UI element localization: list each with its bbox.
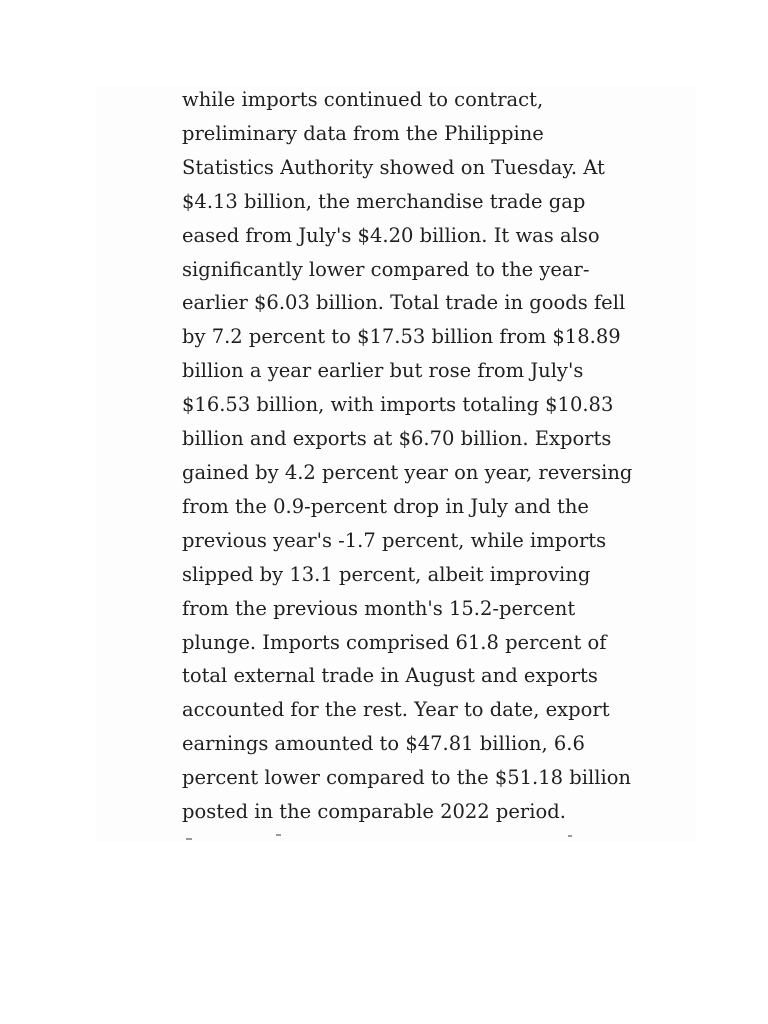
text-fragment bbox=[186, 838, 192, 840]
article-line: earlier $6.03 billion. Total trade in goods fell bbox=[182, 291, 626, 315]
article-line: $16.53 billion, with imports totaling $10.83 bbox=[182, 393, 614, 417]
article-line: posted in the comparable 2022 period. bbox=[182, 800, 566, 824]
article-line: slipped by 13.1 percent, albeit improving bbox=[182, 562, 591, 586]
article-line: earnings amounted to $47.81 billion, 6.6 bbox=[182, 732, 585, 756]
article-line: significantly lower compared to the year- bbox=[182, 257, 590, 281]
article-line: percent lower compared to the $51.18 billion bbox=[182, 766, 631, 790]
article-line: $4.13 billion, the merchandise trade gap bbox=[182, 189, 586, 213]
article-line: while imports continued to contract, bbox=[182, 88, 544, 111]
article-body bbox=[182, 83, 652, 829]
text-fragment bbox=[276, 834, 281, 836]
article-line: gained by 4.2 percent year on year, reversing bbox=[182, 460, 633, 484]
article-line: preliminary data from the Philippine bbox=[182, 121, 544, 145]
article-line: plunge. Imports comprised 61.8 percent of bbox=[182, 630, 607, 654]
article-line: accounted for the rest. Year to date, export bbox=[182, 698, 610, 722]
article-line: total external trade in August and exports bbox=[182, 664, 598, 688]
article-line: from the 0.9-percent drop in July and the bbox=[182, 494, 589, 518]
truncated-next-line bbox=[182, 832, 602, 841]
article-line: by 7.2 percent to $17.53 billion from $18.89 bbox=[182, 325, 621, 349]
article-line: billion and exports at $6.70 billion. Exports bbox=[182, 427, 612, 451]
article-line: billion a year earlier but rose from July's bbox=[182, 359, 584, 383]
article-line: previous year's -1.7 percent, while imports bbox=[182, 528, 607, 552]
text-fragment bbox=[568, 835, 572, 837]
article-line: from the previous month's 15.2-percent bbox=[182, 596, 576, 620]
article-line: eased from July's $4.20 billion. It was also bbox=[182, 223, 600, 247]
article-line: Statistics Authority showed on Tuesday. At bbox=[182, 155, 605, 179]
